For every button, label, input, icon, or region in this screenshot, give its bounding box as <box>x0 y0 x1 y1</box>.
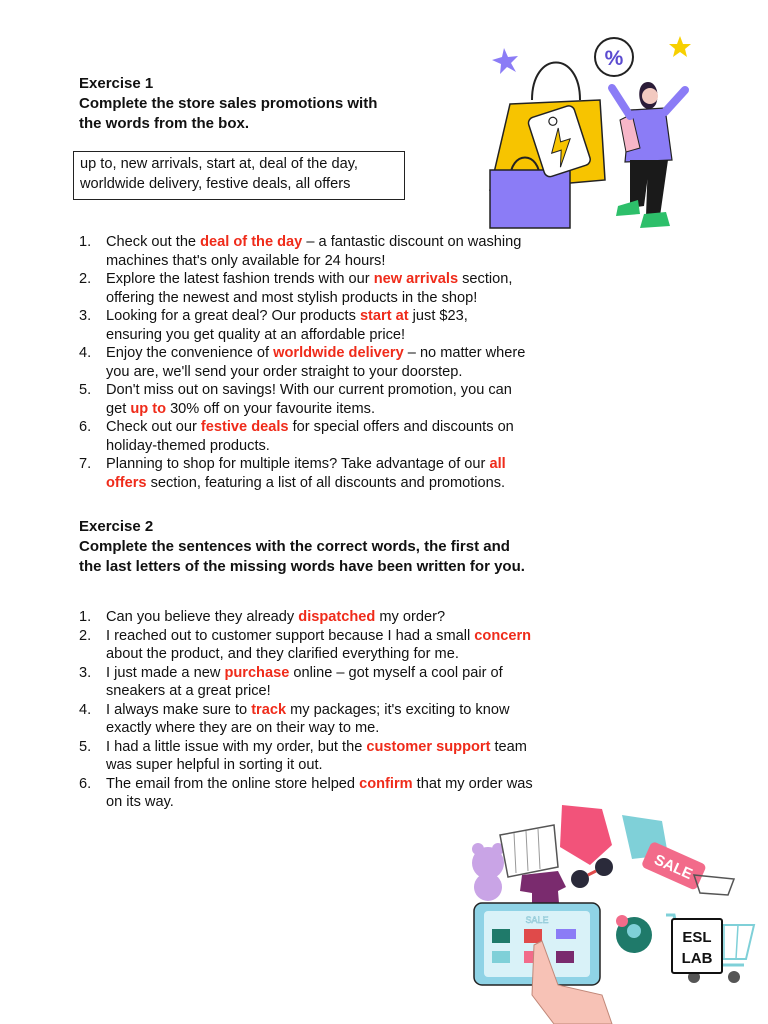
item-line <box>106 326 599 345</box>
woman-figure-icon <box>612 82 685 228</box>
exercise-1-title: Exercise 1 <box>79 75 154 92</box>
answer-word: worldwide delivery <box>273 345 404 361</box>
item-line <box>106 270 599 289</box>
sentence-text: – no matter where <box>403 345 526 361</box>
list-item <box>79 381 599 418</box>
sentence-text: I reached out to customer support because I had a small <box>106 627 475 644</box>
sentence-text: that my order was <box>412 775 533 792</box>
exercise-1-heading <box>79 74 377 134</box>
list-item <box>79 233 599 270</box>
sentence-text: my order? <box>375 609 446 625</box>
answer-word: up to <box>130 400 167 417</box>
item-line <box>106 400 599 419</box>
sentence-text: you are, we'll send your order straight to your doorstep. <box>106 363 463 380</box>
item-line <box>106 701 609 720</box>
sentence-text: my packages; it's exciting to know <box>286 701 510 718</box>
sentence-text: 30% off on your favourite items. <box>166 400 376 417</box>
item-number: 2. <box>79 627 92 644</box>
item-number: 1. <box>79 609 92 625</box>
red-dress-icon <box>560 805 612 865</box>
percent-badge-text: % <box>604 47 624 70</box>
sentence-text: Don't miss out on savings! With our current promotion, you can <box>106 382 512 398</box>
list-item <box>79 738 609 775</box>
sentence-text: for special offers and discounts on <box>288 419 514 435</box>
item-line <box>106 775 609 794</box>
answer-word: festive deals <box>200 419 289 435</box>
item-number: 7. <box>79 456 92 472</box>
item-number: 3. <box>79 664 92 681</box>
answer-word: dispatched <box>298 609 376 625</box>
sentence-text: Enjoy the convenience of <box>106 345 274 361</box>
item-number: 5. <box>79 738 92 755</box>
sentence-text: section, featuring a list of all discounts and promotions. <box>146 474 506 491</box>
list-item <box>79 307 599 344</box>
answer-word: new arrivals <box>373 271 459 287</box>
item-line <box>106 627 609 646</box>
item-line <box>106 289 599 308</box>
sentence-text: Check out our <box>106 419 201 435</box>
word-box-line: up to, new arrivals, start at, deal of the day, <box>80 156 358 172</box>
item-number: 1. <box>79 234 92 250</box>
sentence-text: Looking for a great deal? Our products <box>106 308 360 324</box>
sentence-text: The email from the online store helped <box>106 775 360 792</box>
item-line <box>106 233 599 252</box>
item-line <box>106 418 599 437</box>
sentence-text: get <box>106 400 131 417</box>
exercise-1-instruction-line-1: Complete the store sales promotions with <box>79 95 378 112</box>
sentence-text: ensuring you get quality at an affordable price! <box>106 326 406 343</box>
sentence-text: machines that's only available for 24 hours! <box>106 252 386 269</box>
sentence-text: offering the newest and most stylish products in the shop! <box>106 289 478 306</box>
item-line <box>106 474 599 493</box>
sale-tag-text: SALE <box>651 851 695 884</box>
item-line <box>106 738 609 757</box>
item-line <box>106 363 599 382</box>
exercise-2-list <box>79 608 609 812</box>
list-item <box>79 664 609 701</box>
star-icon <box>669 36 691 57</box>
answer-word: deal of the day <box>200 234 303 250</box>
item-number: 6. <box>79 775 92 792</box>
item-number: 4. <box>79 701 92 718</box>
sentence-text: about the product, and they clarified everything for me. <box>106 646 459 662</box>
sentence-text: just $23, <box>408 308 468 324</box>
answer-word: offers <box>106 474 147 491</box>
item-number: 4. <box>79 345 92 361</box>
answer-word: all <box>489 456 506 472</box>
item-line <box>106 682 609 701</box>
sentence-text: I had a little issue with my order, but the <box>106 738 367 755</box>
word-box <box>73 151 405 200</box>
exercise-1-list <box>79 233 599 492</box>
list-item <box>79 701 609 738</box>
sentence-text: team <box>490 738 527 755</box>
shopping-bags-illustration <box>480 30 700 235</box>
item-line <box>106 437 599 456</box>
list-item <box>79 627 609 664</box>
item-number: 3. <box>79 308 92 324</box>
item-number: 5. <box>79 382 92 398</box>
sentence-text: was super helpful in sorting it out. <box>106 757 323 773</box>
item-line <box>106 307 599 326</box>
sentence-text: – a fantastic discount on washing <box>302 234 522 250</box>
sentence-text: Can you believe they already <box>106 609 299 625</box>
item-number: 6. <box>79 419 92 435</box>
list-item <box>79 608 609 627</box>
sentence-text: I just made a new <box>106 664 225 681</box>
word-box-line: worldwide delivery, festive deals, all offers <box>80 176 351 192</box>
sentence-text: on its way. <box>106 794 174 810</box>
list-item <box>79 418 599 455</box>
item-line <box>106 344 599 363</box>
answer-word: confirm <box>359 775 413 792</box>
item-line <box>106 381 599 400</box>
list-item <box>79 455 599 492</box>
teddy-bear-icon <box>472 843 504 901</box>
item-line <box>106 608 609 627</box>
logo-line-1: ESL <box>682 929 712 946</box>
exercise-1-instruction-line-2: the words from the box. <box>79 115 250 132</box>
list-item <box>79 344 599 381</box>
list-item <box>79 270 599 307</box>
exercise-2-instruction-line-1: Complete the sentences with the correct words, the first and <box>79 538 510 555</box>
sentence-text: online – got myself a cool pair of <box>289 664 503 681</box>
item-line <box>106 664 609 683</box>
tablet-sale-banner: SALE <box>525 915 549 925</box>
sentence-text: Explore the latest fashion trends with our <box>106 271 374 287</box>
yellow-bag-handle <box>532 63 580 101</box>
logo-line-2: LAB <box>681 950 713 967</box>
answer-word: concern <box>474 627 532 644</box>
item-line <box>106 455 599 474</box>
sentence-text: sneakers at a great price! <box>106 683 271 699</box>
sentence-text: exactly where they are on their way to me. <box>106 720 380 736</box>
answer-word: customer support <box>366 738 491 755</box>
esl-lab-logo <box>672 919 722 973</box>
exercise-2-instruction-line-2: the last letters of the missing words have been written for you. <box>79 558 525 575</box>
exercise-2-heading <box>79 517 525 577</box>
item-number: 2. <box>79 271 92 287</box>
answer-word: track <box>251 701 287 718</box>
exercise-2-title: Exercise 2 <box>79 518 154 535</box>
answer-word: purchase <box>224 664 290 681</box>
sentence-text: Check out the <box>106 234 201 250</box>
basket-icon <box>500 825 558 877</box>
item-line <box>106 719 609 738</box>
sentence-text: Planning to shop for multiple items? Take advantage of our <box>106 456 490 472</box>
location-pin-icon <box>616 915 652 953</box>
item-line <box>106 252 599 271</box>
purple-shopping-bag <box>490 170 570 228</box>
sparkle-icon <box>492 48 518 74</box>
item-line <box>106 756 609 775</box>
sentence-text: holiday-themed products. <box>106 437 270 454</box>
sentence-text: section, <box>458 271 513 287</box>
answer-word: start at <box>359 308 409 324</box>
online-shopping-illustration <box>462 795 762 1024</box>
item-line <box>106 645 609 664</box>
sentence-text: I always make sure to <box>106 701 252 718</box>
